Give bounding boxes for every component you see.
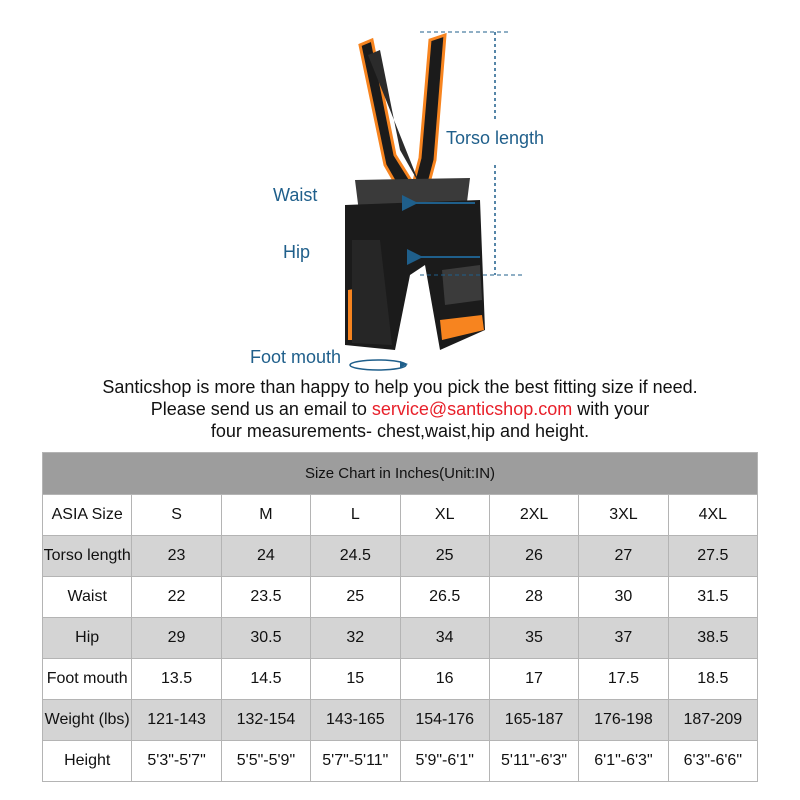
header-cell: XL [400,495,489,536]
row-label: Hip [43,618,132,659]
size-chart-caption: Size Chart in Inches(Unit:IN) [43,453,758,495]
table-cell: 27 [579,536,668,577]
header-cell: 4XL [668,495,757,536]
header-cell: L [311,495,400,536]
size-chart-table [42,452,758,782]
table-row [43,618,758,659]
row-label: Waist [43,577,132,618]
table-cell: 24.5 [311,536,400,577]
hip-label: Hip [283,242,311,262]
table-cell: 5'3"-5'7" [132,741,221,782]
table-cell: 6'3"-6'6" [668,741,757,782]
table-cell: 29 [132,618,221,659]
table-cell: 5'7"-5'11" [311,741,400,782]
table-cell: 22 [132,577,221,618]
table-cell: 6'1"-6'3" [579,741,668,782]
support-email-link[interactable]: service@santicshop.com [371,399,573,419]
table-row [43,700,758,741]
intro-line-3: four measurements- chest,waist,hip and height. [210,421,590,441]
table-cell: 32 [311,618,400,659]
header-cell: ASIA Size [43,495,132,536]
table-row [43,659,758,700]
intro-line-2 [0,398,800,420]
table-row [43,536,758,577]
table-cell: 26 [489,536,578,577]
table-cell: 18.5 [668,659,757,700]
table-cell: 26.5 [400,577,489,618]
intro-line-1: Santicshop is more than happy to help you pick the best fitting size if need. [102,377,698,397]
table-cell: 15 [311,659,400,700]
table-cell: 30.5 [221,618,310,659]
table-row [43,577,758,618]
table-cell: 5'5"-5'9" [221,741,310,782]
header-cell: M [221,495,310,536]
table-row [43,741,758,782]
table-cell: 23.5 [221,577,310,618]
table-cell: 34 [400,618,489,659]
bib-straps [360,35,445,200]
row-label: Foot mouth [43,659,132,700]
foot-mouth-arrow [350,360,408,370]
table-cell: 28 [489,577,578,618]
header-cell: 2XL [489,495,578,536]
table-cell: 5'11"-6'3" [489,741,578,782]
table-cell: 24 [221,536,310,577]
header-cell: 3XL [579,495,668,536]
row-label: Height [43,741,132,782]
table-cell: 5'9"-6'1" [400,741,489,782]
table-cell: 176-198 [579,700,668,741]
intro-text [0,376,800,442]
table-cell: 35 [489,618,578,659]
table-cell: 38.5 [668,618,757,659]
table-header-row [43,495,758,536]
table-cell: 25 [311,577,400,618]
header-cell: S [132,495,221,536]
intro-line-2-after: with your [572,399,650,419]
table-cell: 25 [400,536,489,577]
table-cell: 16 [400,659,489,700]
row-label: Weight (lbs) [43,700,132,741]
table-cell: 121-143 [132,700,221,741]
table-cell: 27.5 [668,536,757,577]
intro-line-2-before: Please send us an email to [150,399,372,419]
table-cell: 143-165 [311,700,400,741]
table-cell: 23 [132,536,221,577]
torso-length-label: Torso length [446,128,545,148]
table-cell: 17 [489,659,578,700]
table-cell: 30 [579,577,668,618]
foot-mouth-label: Foot mouth [250,347,342,367]
table-cell: 17.5 [579,659,668,700]
table-cell: 13.5 [132,659,221,700]
row-label: Torso length [43,536,132,577]
table-cell: 14.5 [221,659,310,700]
product-figure [0,0,800,375]
table-cell: 31.5 [668,577,757,618]
table-cell: 165-187 [489,700,578,741]
table-cell: 37 [579,618,668,659]
table-cell: 132-154 [221,700,310,741]
table-cell: 187-209 [668,700,757,741]
waist-label: Waist [273,185,318,205]
table-cell: 154-176 [400,700,489,741]
bib-shorts-illustration [0,0,800,375]
